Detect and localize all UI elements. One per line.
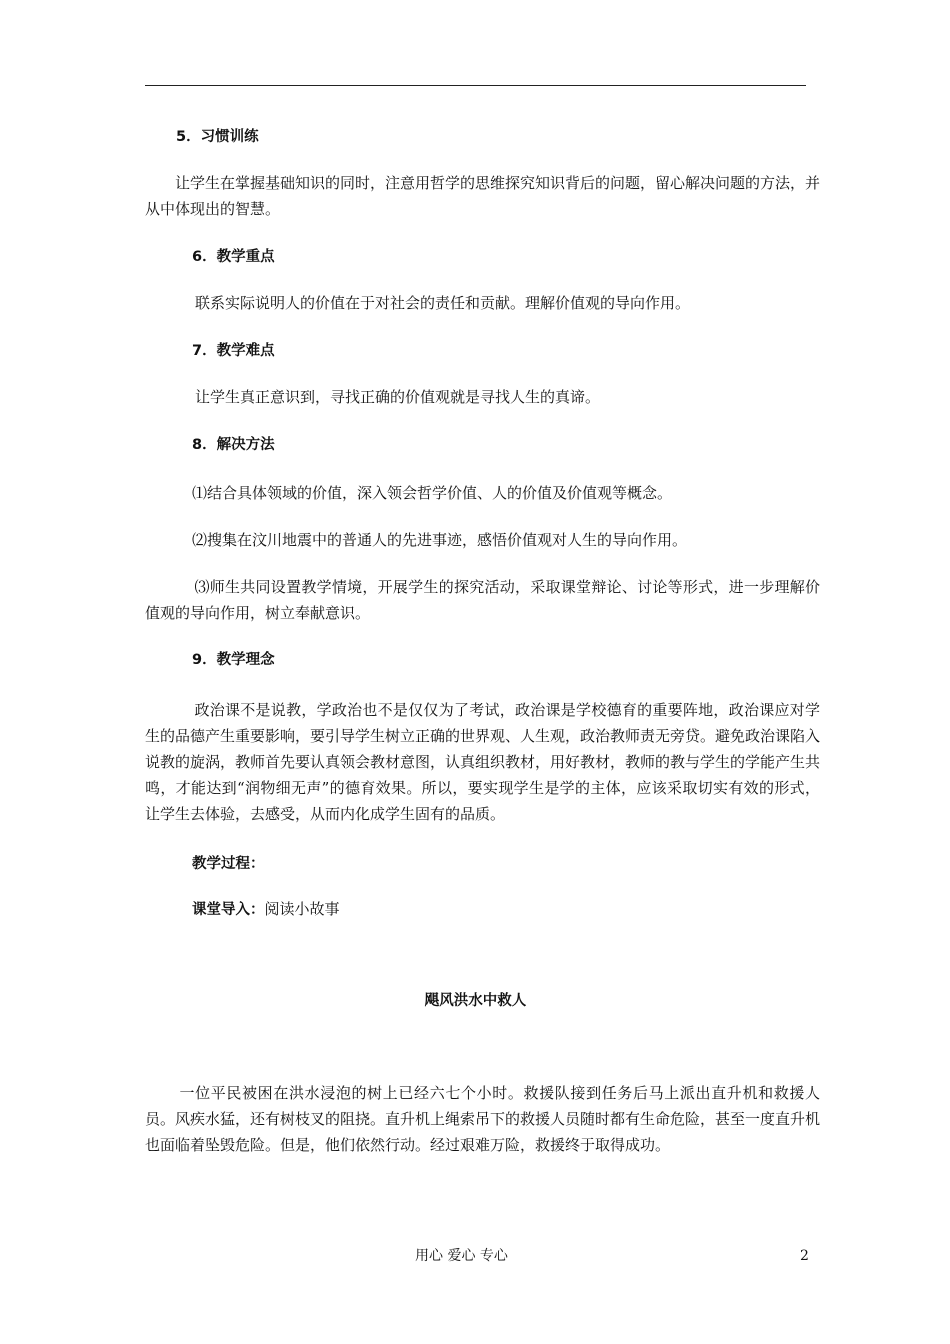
- section-9-heading: 9．教学理念: [192, 652, 275, 668]
- section-7-text: 让学生真正意识到，寻找正确的价值观就是寻找人生的真谛。: [195, 388, 601, 406]
- section-5-text: 让学生在掌握基础知识的同时，注意用哲学的思维探究知识背后的问题，留心解决问题的方法，并从中体现出的智慧。: [145, 174, 821, 218]
- section-6-heading: 6．教学重点: [192, 249, 275, 265]
- section-8-heading: 8．解决方法: [192, 437, 275, 453]
- section-8-item-2: ⑵搜集在汶川地震中的普通人的先进事迹，感悟价值观对人生的导向作用。: [192, 531, 688, 549]
- section-6-text: 联系实际说明人的价值在于对社会的责任和贡献。理解价值观的导向作用。: [195, 294, 691, 312]
- section-7-heading: 7．教学难点: [192, 343, 275, 359]
- header-rule: [145, 85, 806, 86]
- intro-line: [192, 896, 340, 923]
- page-number: 2: [800, 1248, 809, 1264]
- intro-text: 阅读小故事: [264, 900, 340, 918]
- footer-motto: 用心 爱心 专心: [415, 1248, 508, 1264]
- section-8-item-3: ⑶师生共同设置教学情境，开展学生的探究活动，采取课堂辩论、讨论等形式，进一步理解价值观的导向作用，树立奉献意识。: [145, 578, 820, 622]
- section-8-item-1: ⑴结合具体领域的价值，深入领会哲学价值、人的价值及价值观等概念。: [192, 484, 673, 502]
- story-text: 一位平民被困在洪水浸泡的树上已经六七个小时。救援队接到任务后马上派出直升机和救援人员。风疾水猛，还有树枝叉的阻挠。直升机上绳索吊下的救援人员随时都有生命危险，甚至一度直升机也面临着坠毁危险。但是，他们依然行动。经过艰难万险，救援终于取得成功。: [145, 1084, 821, 1154]
- process-label: 教学过程：: [192, 856, 265, 872]
- section-9-text: 政治课不是说教，学政治也不是仅仅为了考试，政治课是学校德育的重要阵地，政治课应对学生的品德产生重要影响，要引导学生树立正确的世界观、人生观，政治教师责无旁贷。避免政治课陷入说教的旋涡，教师首先要认真领会教材意图，认真组织教材，用好教材，教师的教与学生的学能产生共鸣，才能达到“润物细无声”的德育效果。所以，要实现学生是学的主体，应该采取切实有效的形式，让学生去体验，去感受，从而内化成学生固有的品质。: [145, 701, 821, 823]
- intro-label: 课堂导入：: [192, 902, 265, 918]
- section-5-heading: 5．习惯训练: [176, 129, 259, 145]
- story-title: 飓风洪水中救人: [424, 993, 527, 1009]
